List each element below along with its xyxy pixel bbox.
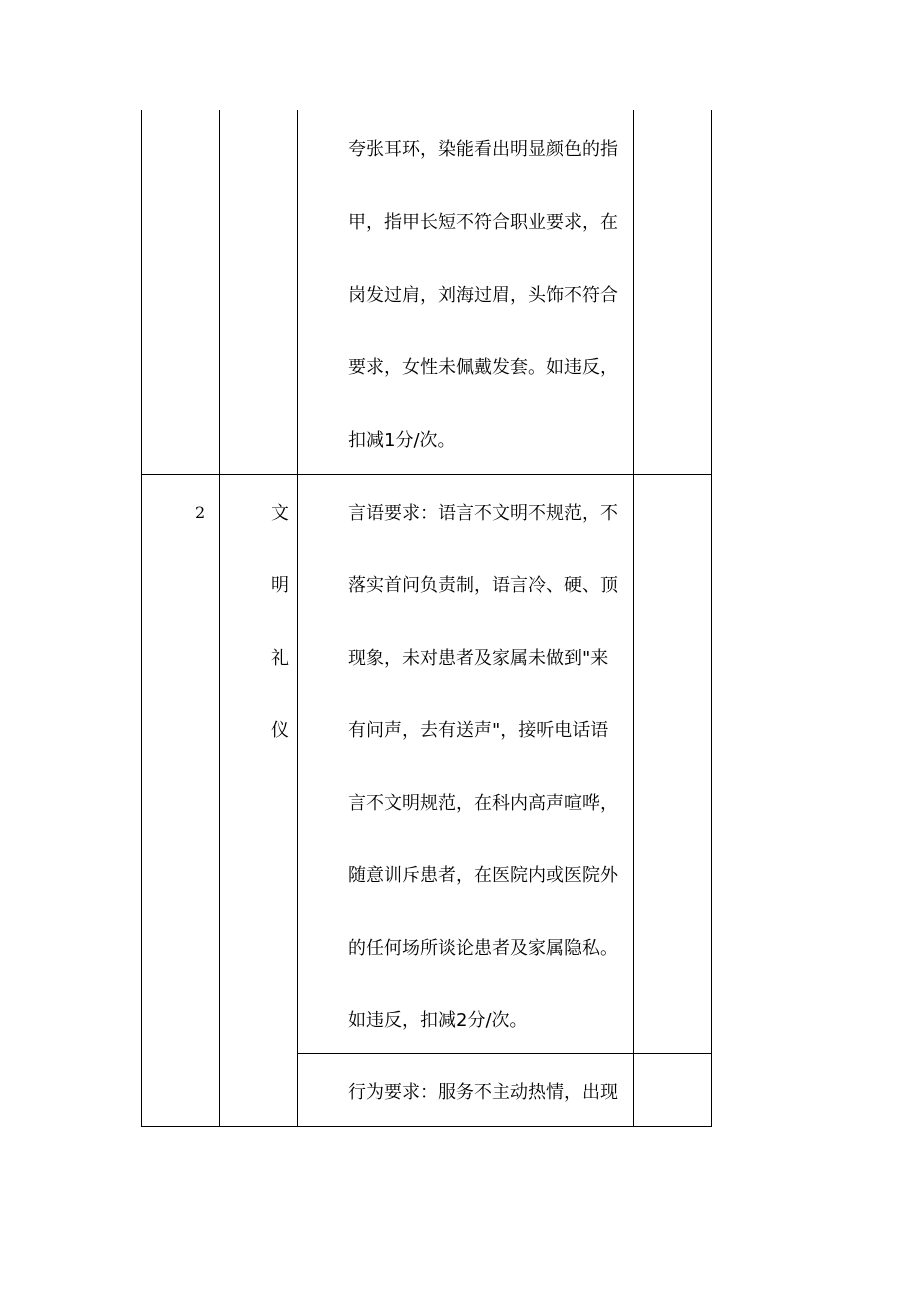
sub-row-divider	[297, 1053, 712, 1054]
category-char-3: 礼	[271, 648, 289, 669]
speech-line-3: 现象，未对患者及家属未做到"来	[348, 648, 609, 669]
table-border-right	[711, 110, 712, 1127]
table-column-divider-1	[219, 110, 220, 1127]
speech-line-8: 如违反，扣减2分/次。	[348, 1010, 528, 1031]
continued-line-4: 要求，女性未佩戴发套。如违反，	[348, 357, 618, 378]
speech-line-5: 言不文明规范，在科内高声喧哗，	[348, 793, 618, 814]
table-border-left	[141, 110, 142, 1127]
speech-line-2: 落实首问负责制，语言冷、硬、顶	[348, 575, 618, 596]
row-number: 2	[195, 503, 206, 522]
speech-line-6: 随意训斥患者，在医院内或医院外	[348, 865, 618, 886]
table-border-bottom	[141, 1126, 712, 1127]
speech-line-7: 的任何场所谈论患者及家属隐私。	[348, 938, 618, 959]
table-column-divider-3	[633, 110, 634, 1127]
behavior-line-1: 行为要求：服务不主动热情，出现	[348, 1082, 618, 1103]
category-char-1: 文	[271, 503, 289, 524]
continued-line-1: 夸张耳环，染能看出明显颜色的指	[348, 139, 618, 160]
continued-line-3: 岗发过肩，刘海过眉，头饰不符合	[348, 285, 618, 306]
row-divider-1	[141, 474, 712, 475]
category-char-4: 仪	[271, 720, 289, 741]
continued-line-2: 甲，指甲长短不符合职业要求，在	[348, 212, 618, 233]
category-char-2: 明	[271, 575, 289, 596]
speech-line-1: 言语要求：语言不文明不规范，不	[348, 503, 618, 524]
speech-line-4: 有问声，去有送声"，接听电话语	[348, 720, 609, 741]
continued-line-5: 扣减1分/次。	[348, 430, 456, 451]
table-column-divider-2	[297, 110, 298, 1127]
